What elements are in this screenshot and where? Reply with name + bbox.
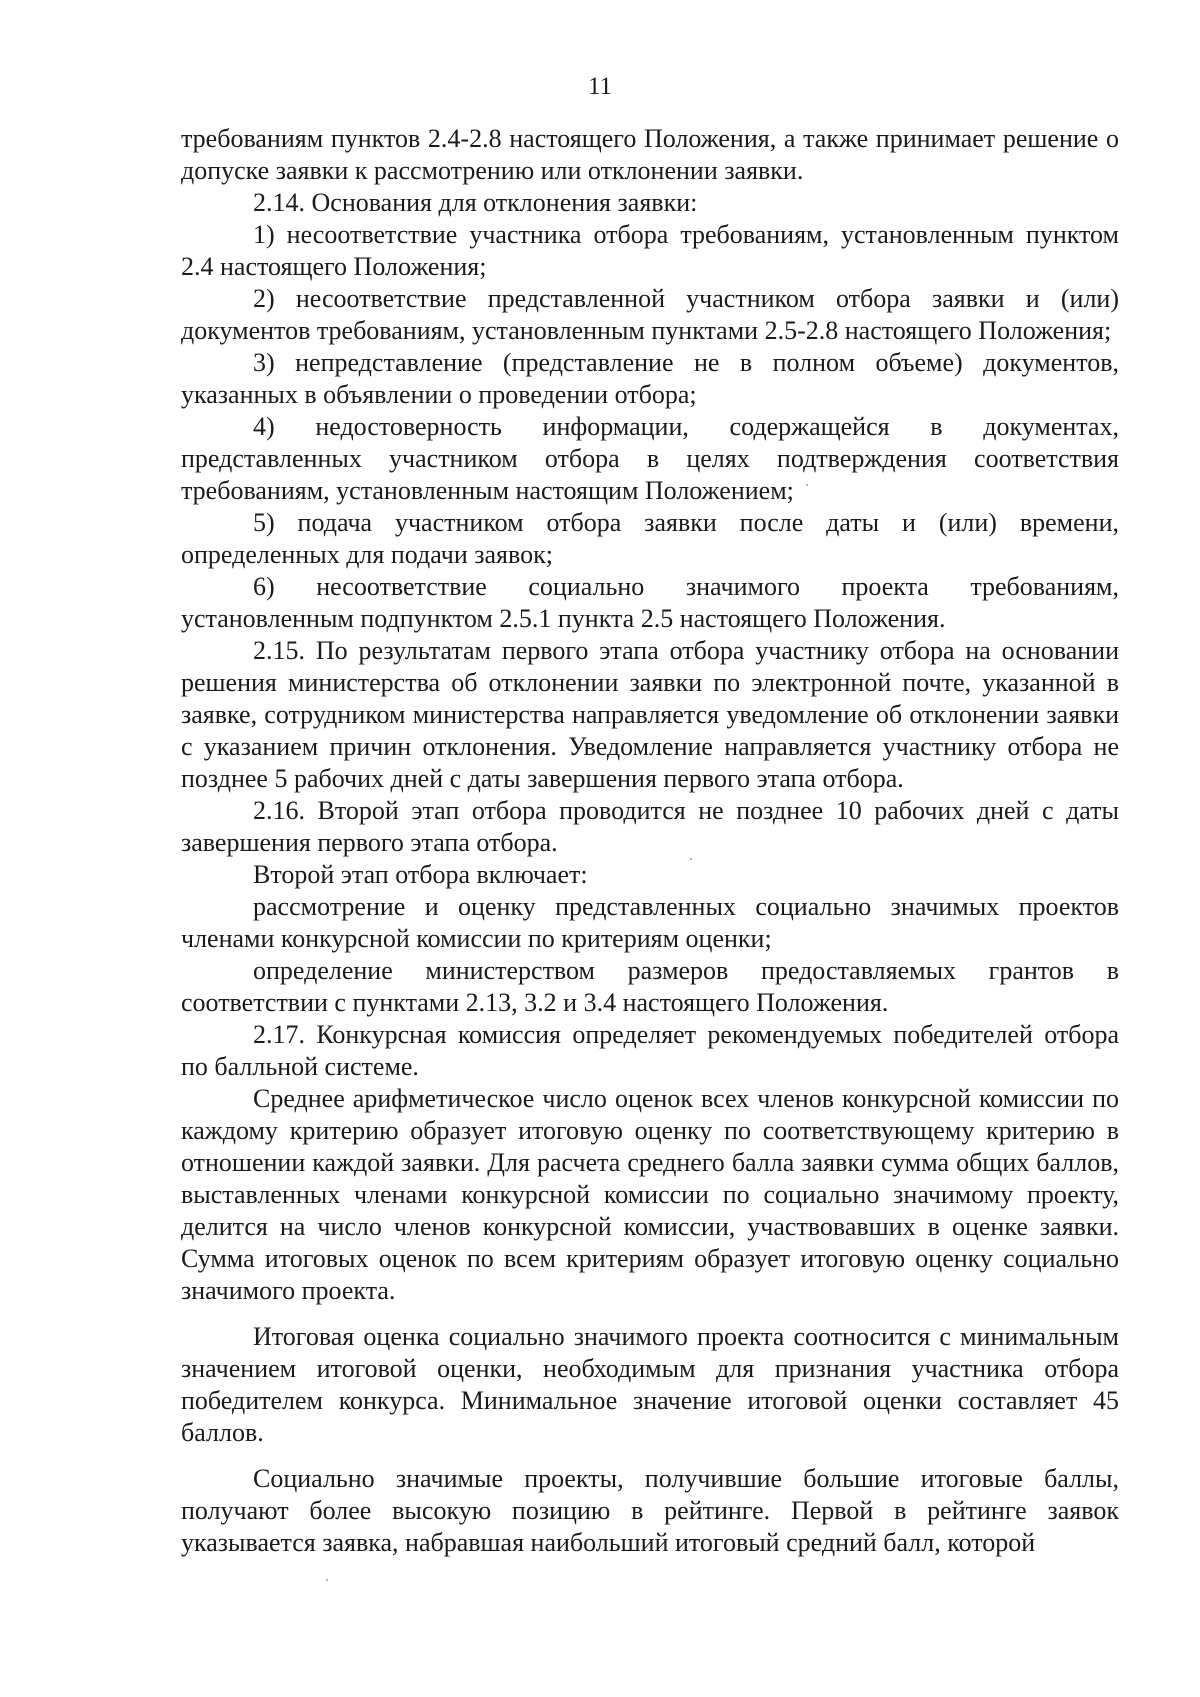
second-stage-item-review: рассмотрение и оценку представленных социально значимых проектов членами конкурсной комиссии по критериям оценки;	[181, 892, 1119, 953]
paragraph-continuation: требованиям пунктов 2.4-2.8 настоящего Положения, а также принимает решение о допуске заявки к рассмотрению или отклонении заявки.	[181, 124, 1119, 185]
rejection-ground-1: 1) несоответствие участника отбора требованиям, установленным пунктом 2.4 настоящего Положения;	[181, 220, 1119, 281]
minimum-score-paragraph: Итоговая оценка социально значимого проекта соотносится с минимальным значением итоговой оценки, необходимым для признания участника отбора победителем конкурса. Минимальное значение итоговой оценки составляет 45 баллов.	[181, 1322, 1119, 1447]
rejection-ground-5: 5) подача участником отбора заявки после даты и (или) времени, определенных для подачи заявок;	[181, 508, 1119, 569]
section-2-16: 2.16. Второй этап отбора проводится не позднее 10 рабочих дней с даты завершения первого этапа отбора.	[181, 796, 1119, 857]
section-2-14-heading: 2.14. Основания для отклонения заявки:	[253, 188, 698, 217]
page-number: 11	[587, 73, 613, 100]
scan-speck	[326, 1579, 328, 1581]
rejection-ground-4: 4) недостоверность информации, содержащейся в документах, представленных участником отбора в целях подтверждения соответствия требованиям, установленным настоящим Положением;	[181, 412, 1119, 505]
scan-speck	[806, 484, 808, 486]
rejection-ground-3: 3) непредставление (представление не в полном объеме) документов, указанных в объявлении о проведении отбора;	[181, 348, 1119, 409]
scoring-average-paragraph: Среднее арифметическое число оценок всех членов конкурсной комиссии по каждому критерию образует итоговую оценку по соответствующему критерию в отношении каждой заявки. Для расчета среднего балла заявки сумма общих баллов, выставленных членами конкурсной комиссии по социально значимому проекту, делится на число членов конкурсной комиссии, участвовавших в оценке заявки. Сумма итоговых оценок по всем критериям образует итоговую оценку социально значимого проекта.	[181, 1084, 1119, 1305]
rejection-ground-2: 2) несоответствие представленной участником отбора заявки и (или) документов требованиям, установленным пунктами 2.5-2.8 настоящего Положения;	[181, 284, 1119, 345]
second-stage-intro: Второй этап отбора включает:	[253, 860, 588, 889]
document-body	[181, 123, 1119, 1559]
section-2-15: 2.15. По результатам первого этапа отбора участнику отбора на основании решения министерства об отклонении заявки по электронной почте, указанной в заявке, сотрудником министерства направляется уведомление об отклонении заявки с указанием причин отклонения. Уведомление направляется участнику отбора не позднее 5 рабочих дней с даты завершения первого этапа отбора.	[181, 636, 1119, 793]
rejection-ground-6: 6) несоответствие социально значимого проекта требованиям, установленным подпунктом 2.5.1 пункта 2.5 настоящего Положения.	[181, 572, 1119, 633]
section-2-17: 2.17. Конкурсная комиссия определяет рекомендуемых победителей отбора по балльной системе.	[181, 1020, 1119, 1081]
ranking-paragraph: Социально значимые проекты, получившие большие итоговые баллы, получают более высокую позицию в рейтинге. Первой в рейтинге заявок указывается заявка, набравшая наибольший итоговый средний балл, которой	[181, 1464, 1119, 1557]
scan-speck	[690, 858, 692, 860]
second-stage-item-grant-size: определение министерством размеров предоставляемых грантов в соответствии с пунктами 2.13, 3.2 и 3.4 настоящего Положения.	[181, 956, 1119, 1017]
